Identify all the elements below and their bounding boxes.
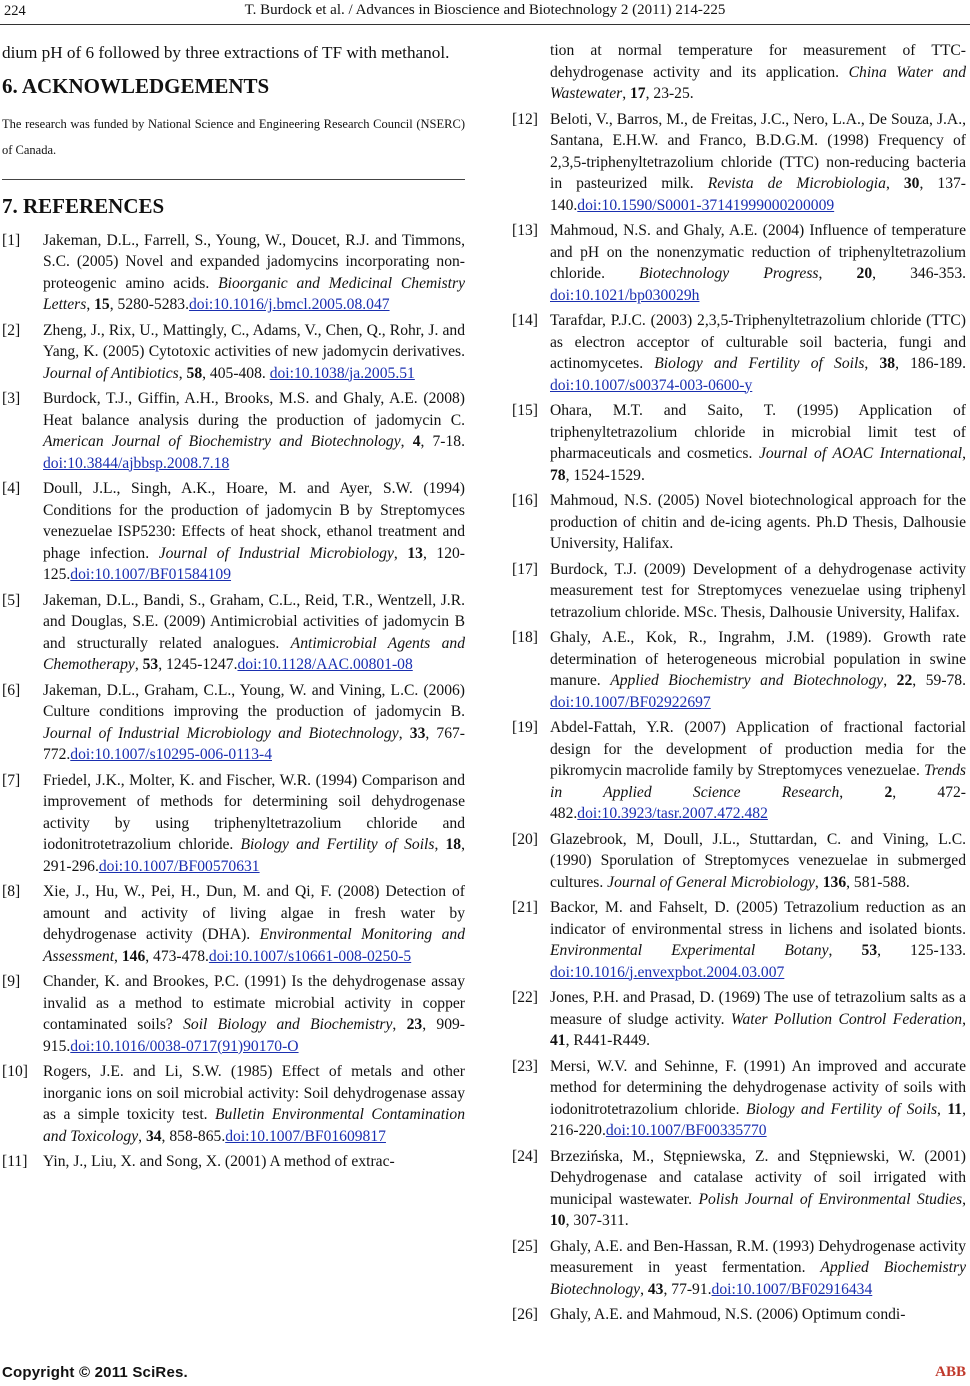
reference-number: [5] [2, 591, 21, 609]
reference-pages: , 1245-1247. [158, 656, 238, 673]
reference-number: [17] [512, 560, 538, 578]
reference-item [512, 627, 966, 713]
reference-number: [24] [512, 1147, 538, 1165]
reference-authors-title: Friedel, J.K., Molter, K. and Fischer, W.R. (1994) Comparison and improvement of methods for determining soil dehydrogenase activity by using triphenyltetrazolium chloride and iodonitrotetrazolium chloride. [43, 771, 465, 853]
reference-item [512, 1236, 966, 1301]
reference-number: [19] [512, 719, 538, 736]
reference-pages: , 186-189. [895, 355, 967, 372]
reference-volume: 18 [445, 836, 462, 853]
reference-volume: 136 [822, 873, 847, 891]
reference-text: Jones, P.H. and Prasad, D. (1969) The use of tetrazolium salts as a measure of sludge activity. Water Pollution Control Federation, 41, R441-R449. [550, 989, 966, 1049]
reference-text: Chander, K. and Brookes, P.C. (1991) Is the dehydrogenase assay invalid as a method to estimate microbial activity in copper contaminated soils? Soil Biology and Biochemistry, 23, 909-915.doi:10.1016/0038-0717(91)90170-O [43, 973, 465, 1055]
reference-text: Doull, J.L., Singh, A.K., Hoare, M. and Ayer, S.W. (1994) Conditions for the production of jadomycin B by Streptomyces venezuelae ISP5230: Effects of heat shock, ethanol treatment and phage infection. Journal of Industrial Microbiology, 13, 120-125.doi:10.1007/BF01584109 [43, 480, 465, 583]
reference-text [43, 1151, 465, 1173]
reference-item [512, 897, 966, 983]
reference-number: [6] [2, 681, 21, 699]
reference-pages: , 77-91. [663, 1280, 712, 1298]
reference-journal: Bulletin Environmental Contamination and Toxicology [43, 1106, 465, 1145]
reference-volume: 11 [947, 1100, 963, 1118]
reference-item [512, 400, 966, 486]
reference-text: Mersi, W.V. and Sehinne, F. (1991) An improved and accurate method for determining the dehydrogenase activity of soils with iodonitrotetrazolium chloride. Biology and Fertility of Soils, 11, 216-220.doi:10.1007/BF00335770 [550, 1057, 966, 1139]
reference-number: [4] [2, 480, 21, 497]
reference-authors-title: Burdock, T.J. (2009) Development of a dehydrogenase activity measurement test for Streptomyces venezuelae using triphenyl tetrazolium chloride. MSc. Thesis, Dalhousie University, Halifax. [550, 560, 966, 621]
lead-paragraph: dium pH of 6 followed by three extractions of TF with methanol. [2, 43, 450, 62]
reference-authors-title: Burdock, T.J., Giffin, A.H., Brooks, M.S. and Ghaly, A.E. (2008) Heat balance analysis during the production of jadomycin C. [43, 390, 465, 429]
reference-volume: 10 [550, 1212, 566, 1229]
reference-number: [25] [512, 1237, 538, 1255]
reference-number: [14] [512, 312, 538, 329]
reference-text: Xie, J., Hu, W., Pei, H., Dun, M. and Qi, F. (2008) Detection of amount and activity of living algae in fresh water by dehydrogenase activity (DHA). Environmental Monitoring and Assessment, 146, 473-478.doi:10.1007/s10661-008-0250-5 [43, 883, 465, 965]
reference-authors-title: Glazebrook, M, Doull, J.L., Stuttardan, C. and Vining, L.C. (1990) Sporulation of Streptomyces venezuelae in submerged cultures. [550, 830, 966, 891]
reference-text: Burdock, T.J., Giffin, A.H., Brooks, M.S. and Ghaly, A.E. (2008) Heat balance analysis during the production of jadomycin C. American Journal of Biochemistry and Biotechnology, 4, 7-18. doi:10.3844/ajbbsp.2008.7.18 [43, 390, 465, 472]
reference-pages: , R441-R449. [565, 1032, 651, 1049]
page-footer [0, 1362, 970, 1386]
reference-authors-title: Xie, J., Hu, W., Pei, H., Dun, M. and Qi, F. (2008) Detection of amount and activity of living algae in fresh water by dehydrogenase activity (DHA). [43, 883, 465, 943]
reference-text [550, 559, 966, 624]
reference-pages: , 767-772. [43, 724, 465, 763]
reference-journal: Revista de Microbiologia [707, 175, 886, 192]
reference-number: [26] [512, 1306, 538, 1323]
reference-authors-title: Jakeman, D.L., Bandi, S., Graham, C.L., Reid, T.R., Wentzell, J.R. and Douglas, S.E. (2009) Antimicrobial activities of jadomycin B and structurally related analogues. [43, 591, 465, 652]
reference-number: [12] [512, 110, 538, 128]
reference-authors-title: Backor, M. and Fahselt, D. (2005) Tetrazolium reduction as an indicator of environmental stress in lichens and isolated bionts. [550, 899, 966, 938]
reference-authors-title: Mahmoud, N.S. and Ghaly, A.E. (2004) Influence of temperature and pH on the nonenzymatic reduction of triphenyltetrazolium chloride. [550, 222, 966, 282]
reference-volume: 4 [412, 433, 421, 450]
reference-pages: , 472-482. [550, 783, 966, 822]
reference-number: [1] [2, 231, 21, 249]
reference-journal: Biotechnology Progress [639, 265, 819, 282]
doi-link[interactable]: doi:10.1021/bp030029h [550, 286, 700, 304]
reference-pages: , 307-311. [565, 1212, 629, 1229]
reference-pages: , 7-18. [420, 433, 465, 450]
reference-item [512, 220, 966, 306]
copyright-notice: Copyright © 2011 SciRes. [2, 1364, 188, 1381]
doi-link[interactable]: doi:10.3923/tasr.2007.472.482 [577, 805, 768, 822]
reference-volume: 43 [647, 1280, 664, 1298]
reference-number: [21] [512, 899, 538, 916]
reference-text: Backor, M. and Fahselt, D. (2005) Tetrazolium reduction as an indicator of environmental stress in lichens and isolated bionts. Environmental Experimental Botany, 53, 125-133. doi:10.1016/j.envexpbot.2004.03.007 [550, 899, 967, 981]
reference-item [512, 1304, 966, 1326]
reference-text [550, 1304, 966, 1326]
reference-authors-title: Yin, J., Liu, X. and Song, X. (2001) A method of extrac- [43, 1153, 395, 1170]
acknowledgements-heading: 6. ACKNOWLEDGEMENTS [2, 73, 270, 98]
reference-item [512, 829, 966, 894]
reference-journal: Biology and Fertility of Soils [745, 1100, 938, 1118]
reference-journal: Journal of Antibiotics [43, 364, 179, 382]
reference-pages: , 120-125. [43, 544, 465, 583]
reference-authors-title: Doull, J.L., Singh, A.K., Hoare, M. and Ayer, S.W. (1994) Conditions for the production of jadomycin B by Streptomyces venezuelae ISP5230: Effects of heat shock, ethanol treatment and phage infection. [43, 480, 465, 562]
reference-authors-title: Ohara, M.T. and Saito, T. (1995) Application of triphenyltetrazolium chloride in microbial limit test of pharmaceuticals and cosmetics. [550, 402, 966, 462]
reference-text: Abdel-Fattah, Y.R. (2007) Application of fractional factorial design for the development of production media for the pikromycin macrolide family by Streptomyces venezuelae. Trends in Applied Science Research, 2, 472-482.doi:10.3923/tasr.2007.472.482 [550, 719, 966, 822]
doi-link[interactable]: doi:10.1590/S0001-37141999000200009 [577, 196, 835, 214]
reference-volume: 38 [879, 355, 896, 372]
reference-authors-title: Jones, P.H. and Prasad, D. (1969) The use of tetrazolium salts as a measure of sludge activity. [550, 989, 966, 1028]
reference-pages: , 291-296. [43, 836, 465, 875]
running-head: T. Burdock et al. / Advances in Bioscience and Biotechnology 2 (2011) 214-225 [244, 2, 726, 18]
doi-link[interactable]: doi:10.1007/s10295-006-0113-4 [70, 746, 272, 763]
reference-list-right [512, 40, 966, 1326]
journal-abbreviation: ABB [935, 1364, 966, 1380]
reference-item [512, 490, 966, 555]
reference-pages: , 137-140. [550, 175, 966, 214]
reference-journal: Water Pollution Control Federation [730, 1010, 963, 1028]
reference-item [2, 1151, 465, 1173]
reference-pages: , 858-865. [161, 1127, 226, 1145]
reference-text: Tarafdar, P.J.C. (2003) 2,3,5-Triphenyltetrazolium chloride (TTC) as electron acceptor of culturable soil bacteria, fungi and actinomycetes. Biology and Fertility of Soils, 38, 186-189. doi:10.1007/s00374-003-0600-y [550, 312, 967, 394]
reference-number: [18] [512, 629, 538, 646]
reference-journal: Journal of Industrial Microbiology [158, 544, 394, 562]
reference-authors-title: Ghaly, A.E. and Ben-Hassan, R.M. (1993) Dehydrogenase activity measurement in yeast fermentation. [550, 1237, 966, 1276]
reference-item [512, 40, 966, 105]
reference-authors-title: Jakeman, D.L., Farrell, S., Young, W., Doucet, R.J. and Timmons, S.C. (2005) Novel and expanded jadomycins incorporating non-proteogenic amino acids. [43, 231, 465, 292]
right-column [512, 40, 966, 1330]
reference-text: tion at normal temperature for measurement of TTC-dehydrogenase activity and its application. China Water and Wastewater, 17, 23-25. [550, 42, 966, 102]
header-rule [0, 24, 970, 25]
reference-volume: 53 [861, 942, 878, 959]
reference-journal: Antimicrobial Agents and Chemotherapy [43, 634, 465, 673]
doi-link[interactable]: doi:10.1007/BF01584109 [70, 566, 232, 583]
reference-number: [13] [512, 222, 538, 239]
reference-journal: Applied Biochemistry Biotechnology [550, 1259, 966, 1298]
reference-number: [16] [512, 492, 538, 509]
reference-text: Ghaly, A.E. and Ben-Hassan, R.M. (1993) Dehydrogenase activity measurement in yeast fermentation. Applied Biochemistry Biotechnology, 43, 77-91.doi:10.1007/BF02916434 [550, 1237, 966, 1298]
reference-number: [22] [512, 989, 538, 1006]
reference-authors-title: tion at normal temperature for measurement of TTC-dehydrogenase activity and its application. [550, 42, 966, 81]
reference-authors-title: Abdel-Fattah, Y.R. (2007) Application of fractional factorial design for the development of production media for the pikromycin macrolide family by Streptomyces venezuelae. [550, 719, 966, 779]
reference-text: Jakeman, D.L., Bandi, S., Graham, C.L., Reid, T.R., Wentzell, J.R. and Douglas, S.E. (2009) Antimicrobial activities of jadomycin B and structurally related analogues. Antimicrobial Agents and Chemotherapy, 53, 1245-1247.doi:10.1128/AAC.00801-08 [43, 591, 465, 673]
doi-link[interactable]: doi:10.3844/ajbbsp.2008.7.18 [43, 454, 230, 472]
reference-volume: 146 [121, 947, 146, 965]
reference-journal: Trends in Applied Science Research [550, 762, 966, 801]
reference-volume: 41 [550, 1032, 566, 1049]
reference-item [2, 971, 465, 1057]
reference-item [512, 717, 966, 825]
reference-volume: 58 [186, 364, 203, 382]
acknowledgements-text: The research was funded by National Science and Engineering Research Council (NSERC) of Canada. [2, 117, 465, 157]
reference-volume: 78 [550, 466, 566, 484]
reference-text: Mahmoud, N.S. and Ghaly, A.E. (2004) Influence of temperature and pH on the nonenzymatic reduction of triphenyltetrazolium chloride. Biotechnology Progress, 20, 346-353. doi:10.1021/bp030029h [550, 222, 967, 304]
reference-pages: , 59-78. [912, 672, 966, 689]
reference-pages: , 5280-5283. [109, 296, 189, 313]
doi-link[interactable]: doi:10.1016/0038-0717(91)90170-O [70, 1037, 299, 1055]
reference-journal: Polish Journal of Environmental Studies [698, 1190, 963, 1208]
reference-item [2, 478, 465, 586]
reference-journal: Biology and Fertility of Soils [654, 355, 865, 372]
reference-pages: , 909-915. [43, 1016, 465, 1055]
reference-number: [2] [2, 321, 21, 339]
reference-authors-title: Rogers, J.E. and Li, S.W. (1985) Effect of metals and other inorganic ions on soil microbial activity: Soil dehydrogenase assay as a simple toxicity test. [43, 1063, 465, 1123]
reference-pages: , 216-220. [550, 1100, 966, 1139]
reference-authors-title: Zheng, J., Rix, U., Mattingly, C., Adams, V., Chen, Q., Rohr, J. and Yang, K. (2005) Cytotoxic activities of new jadomycin derivatives. [43, 321, 465, 360]
reference-item [2, 388, 465, 474]
reference-journal: Biology and Fertility of Soils [240, 836, 435, 853]
reference-number: [10] [2, 1063, 28, 1080]
reference-volume: 22 [896, 672, 913, 689]
reference-volume: 17 [630, 85, 646, 102]
page-number: 224 [4, 3, 26, 19]
reference-journal: Environmental Monitoring and Assessment [43, 926, 465, 965]
reference-pages: , 346-353. [872, 265, 967, 282]
reference-text: Jakeman, D.L., Farrell, S., Young, W., Doucet, R.J. and Timmons, S.C. (2005) Novel and expanded jadomycins incorporating non-proteogenic amino acids. Bioorganic and Medicinal Chemistry Letters, 15, 5280-5283.doi:10.1016/j.bmcl.2005.08.047 [43, 231, 465, 313]
reference-item [2, 320, 465, 385]
reference-volume: 34 [145, 1127, 162, 1145]
reference-item [512, 1146, 966, 1232]
reference-journal: Applied Biochemistry and Biotechnology [610, 672, 884, 689]
reference-volume: 15 [94, 296, 110, 313]
reference-authors-title: Brzezińska, M., Stępniewska, Z. and Stępniewski, W. (2001) Dehydrogenase and catalase activity of soil irrigated with municipal wastewater. [550, 1147, 966, 1208]
reference-authors-title: Mersi, W.V. and Sehinne, F. (1991) An improved and accurate method for determining the dehydrogenase activity of soils with iodonitrotetrazolium chloride. [550, 1057, 966, 1118]
reference-authors-title: Mahmoud, N.S. (2005) Novel biotechnological approach for the production of chitin and de-icing agents. Ph.D Thesis, Dalhousie University, Halifax. [550, 492, 966, 552]
doi-link[interactable]: doi:10.1038/ja.2005.51 [269, 364, 415, 382]
reference-volume: 13 [407, 544, 423, 562]
reference-journal: Journal of General Microbiology [607, 873, 815, 891]
doi-link[interactable]: doi:10.1016/j.bmcl.2005.08.047 [188, 296, 390, 313]
reference-item [512, 109, 966, 217]
reference-item [512, 1056, 966, 1142]
doi-link[interactable]: doi:10.1007/s00374-003-0600-y [550, 376, 753, 394]
reference-text [550, 490, 966, 555]
reference-pages: , 405-408. [202, 364, 270, 382]
reference-number: [7] [2, 771, 21, 789]
reference-item [2, 680, 465, 766]
reference-volume: 53 [142, 656, 159, 673]
reference-number: [15] [512, 402, 538, 419]
reference-pages: , 23-25. [645, 85, 694, 102]
references-heading: 7. REFERENCES [2, 194, 165, 218]
reference-volume: 2 [884, 783, 893, 801]
doi-link[interactable]: doi:10.1016/j.envexpbot.2004.03.007 [550, 963, 785, 981]
reference-journal: China Water and Wastewater [550, 63, 966, 102]
doi-link[interactable]: doi:10.1007/BF02916434 [711, 1280, 873, 1298]
doi-link[interactable]: doi:10.1007/BF00335770 [605, 1122, 767, 1139]
reference-number: [9] [2, 973, 21, 990]
doi-link[interactable]: doi:10.1007/BF00570631 [98, 857, 260, 875]
reference-authors-title: Ghaly, A.E. and Mahmoud, N.S. (2006) Optimum condi- [550, 1306, 906, 1323]
reference-item [2, 770, 465, 878]
section-divider [2, 179, 465, 180]
reference-list-left [2, 230, 465, 1173]
reference-number: [23] [512, 1057, 538, 1075]
reference-pages: , 581-588. [846, 873, 910, 891]
reference-item [2, 590, 465, 676]
reference-item [2, 1061, 465, 1147]
reference-text: Ohara, M.T. and Saito, T. (1995) Application of triphenyltetrazolium chloride in microbial limit test of pharmaceuticals and cosmetics. Journal of AOAC International, 78, 1524-1529. [550, 402, 966, 484]
reference-number: [20] [512, 830, 538, 848]
doi-link[interactable]: doi:10.1128/AAC.00801-08 [237, 656, 413, 673]
reference-item [512, 987, 966, 1052]
page-header [0, 0, 970, 30]
reference-number: [11] [2, 1153, 28, 1170]
reference-number: [3] [2, 390, 21, 407]
reference-journal: Bioorganic and Medicinal Chemistry Letters [43, 274, 465, 313]
reference-authors-title: Beloti, V., Barros, M., de Freitas, J.C., Nero, L.A., De Souza, J.A., Santana, E.H.W. and Franco, B.D.G.M. (1998) Frequency of 2,3,5-triphenyltetrazolium chloride (TTC) non-reducing bacteria in pasteurized milk. [550, 110, 966, 192]
reference-pages: , 1524-1529. [565, 466, 645, 484]
reference-item [2, 881, 465, 967]
left-column [2, 40, 465, 1177]
reference-number: [8] [2, 883, 21, 900]
reference-authors-title: Tarafdar, P.J.C. (2003) 2,3,5-Triphenyltetrazolium chloride (TTC) as electron acceptor of culturable soil bacteria, fungi and actinomycetes. [550, 312, 966, 372]
reference-pages: , 125-133. [877, 942, 967, 959]
reference-journal: Journal of Industrial Microbiology and Biotechnology [43, 724, 399, 742]
reference-volume: 30 [903, 175, 920, 192]
reference-authors-title: Ghaly, A.E., Kok, R., Ingrahm, J.M. (1989). Growth rate determination of heterogeneous microbial population in swine manure. [550, 629, 966, 689]
reference-text: Rogers, J.E. and Li, S.W. (1985) Effect of metals and other inorganic ions on soil microbial activity: Soil dehydrogenase assay as a simple toxicity test. Bulletin Environmental Contamination and Toxicology, 34, 858-865.doi:10.1007/BF01609817 [43, 1063, 465, 1145]
reference-text: Zheng, J., Rix, U., Mattingly, C., Adams, V., Chen, Q., Rohr, J. and Yang, K. (2005) Cytotoxic activities of new jadomycin derivatives. Journal of Antibiotics, 58, 405-408. doi:10.1038/ja.2005.51 [43, 321, 465, 382]
doi-link[interactable]: doi:10.1007/BF01609817 [225, 1127, 386, 1145]
reference-text: Glazebrook, M, Doull, J.L., Stuttardan, C. and Vining, L.C. (1990) Sporulation of Streptomyces venezuelae in submerged cultures. Journal of General Microbiology, 136, 581-588. [550, 830, 966, 891]
reference-text: Friedel, J.K., Molter, K. and Fischer, W.R. (1994) Comparison and improvement of methods for determining soil dehydrogenase activity by using triphenyltetrazolium chloride and iodonitrotetrazolium chloride. Biology and Fertility of Soils, 18, 291-296.doi:10.1007/BF00570631 [43, 771, 465, 875]
reference-authors-title: Jakeman, D.L., Graham, C.L., Young, W. and Vining, L.C. (2006) Culture conditions improving the production of jadomycin B. [43, 681, 465, 720]
reference-journal: Soil Biology and Biochemistry [183, 1016, 393, 1033]
reference-text: Ghaly, A.E., Kok, R., Ingrahm, J.M. (1989). Growth rate determination of heterogeneous microbial population in swine manure. Applied Biochemistry and Biotechnology, 22, 59-78. doi:10.1007/BF02922697 [550, 629, 966, 711]
doi-link[interactable]: doi:10.1007/BF02922697 [550, 693, 711, 711]
reference-text: Jakeman, D.L., Graham, C.L., Young, W. and Vining, L.C. (2006) Culture conditions improving the production of jadomycin B. Journal of Industrial Microbiology and Biotechnology, 33, 767-772.doi:10.1007/s10295-006-0113-4 [43, 681, 465, 763]
reference-authors-title: Chander, K. and Brookes, P.C. (1991) Is the dehydrogenase assay invalid as a method to estimate microbial activity in copper contaminated soils? [43, 973, 465, 1033]
reference-journal: Journal of AOAC International [758, 445, 963, 462]
reference-text: Brzezińska, M., Stępniewska, Z. and Stępniewski, W. (2001) Dehydrogenase and catalase activity of soil irrigated with municipal wastewater. Polish Journal of Environmental Studies, 10, 307-311. [550, 1147, 966, 1229]
reference-journal: Environmental Experimental Botany [550, 942, 829, 959]
reference-volume: 20 [856, 265, 873, 282]
reference-journal: American Journal of Biochemistry and Biotechnology [43, 433, 401, 450]
reference-item [2, 230, 465, 316]
doi-link[interactable]: doi:10.1007/s10661-008-0250-5 [208, 947, 412, 965]
reference-item [512, 559, 966, 624]
reference-volume: 23 [406, 1016, 423, 1033]
reference-text: Beloti, V., Barros, M., de Freitas, J.C., Nero, L.A., De Souza, J.A., Santana, E.H.W. and Franco, B.D.G.M. (1998) Frequency of 2,3,5-triphenyltetrazolium chloride (TTC) non-reducing bacteria in pasteurized milk. Revista de Microbiologia, 30, 137-140.doi:10.1590/S0001-37141999000200009 [550, 110, 966, 214]
reference-item [512, 310, 966, 396]
reference-volume: 33 [409, 724, 426, 742]
reference-pages: , 473-478. [145, 947, 209, 965]
